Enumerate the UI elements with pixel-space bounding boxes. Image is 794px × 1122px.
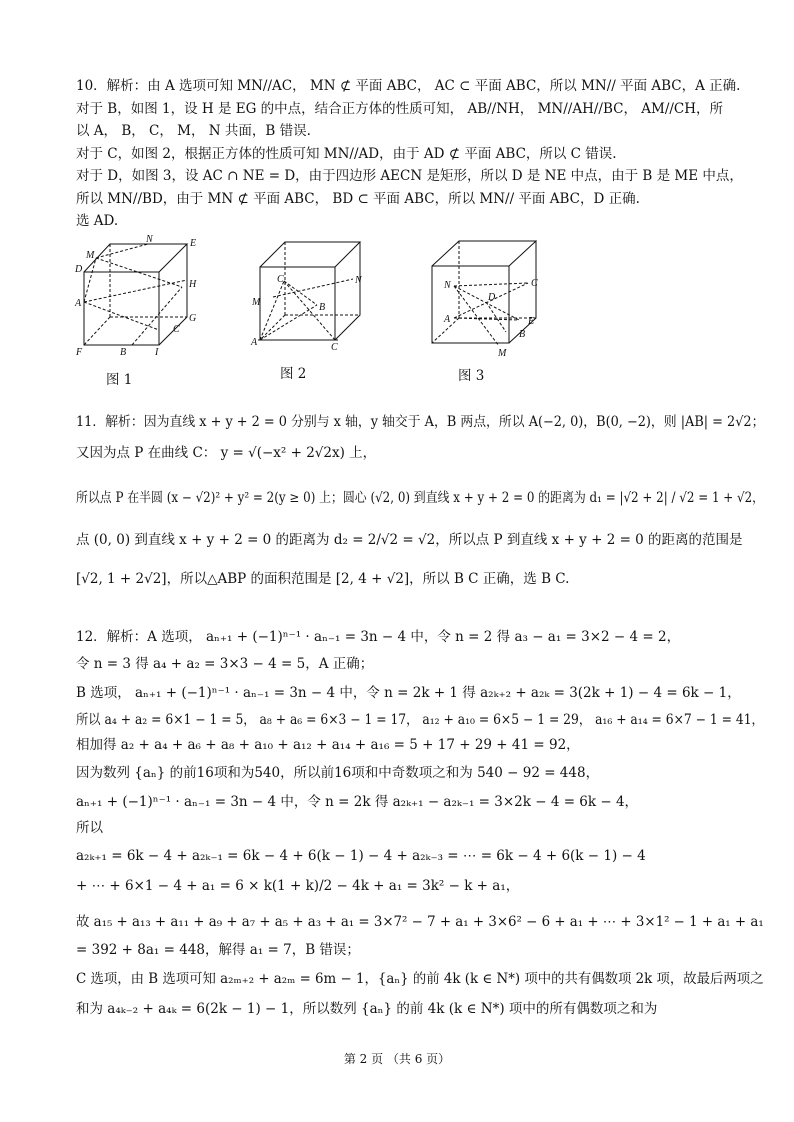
fig2-label-b: B	[319, 302, 326, 313]
figure-1-caption: 图 1	[106, 372, 133, 388]
q10-line-4: 对于 C，如图 2，根据正方体的性质可知 MN//AD，由于 AD ⊄ 平面 ABC，所以 C 错误.	[76, 146, 617, 162]
fig3-label-c: C	[531, 278, 538, 289]
q11-line-4: 点 (0, 0) 到直线 x + y + 2 = 0 的距离为 d₂ = 2/√2 = √2，所以点 P 到直线 x + y + 2 = 0 的距离的范围是	[76, 532, 743, 548]
q10-line-6: 所以 MN//BD，由于 MN ⊄ 平面 ABC， BD ⊂ 平面 ABC，所以 MN// 平面 ABC，D 正确.	[76, 191, 640, 207]
q12-line-3: B 选项， aₙ₊₁ + (−1)ⁿ⁻¹ · aₙ₋₁ = 3n − 4 中，令 n = 2k + 1 得 a₂ₖ₊₂ + a₂ₖ = 3(2k + 1) − 4 = 6k − 1，	[76, 685, 741, 701]
fig3-label-a: A	[444, 314, 451, 325]
q12-line-9: a₂ₖ₊₁ = 6k − 4 + a₂ₖ₋₁ = 6k − 4 + 6(k − 1) − 4 + a₂ₖ₋₃ = ⋯ = 6k − 4 + 6(k − 1) − 4	[76, 848, 646, 864]
q12-line-5: 相加得 a₂ + a₄ + a₆ + a₈ + a₁₀ + a₁₂ + a₁₄ + a₁₆ = 5 + 17 + 29 + 41 = 92，	[76, 737, 580, 753]
figure-1-cube	[72, 232, 212, 362]
figure-2-caption: 图 2	[280, 366, 307, 382]
q11-line-5: [√2, 1 + 2√2]，所以△ABP 的面积范围是 [2, 4 + √2]，所以 B C 正确，选 B C.	[76, 571, 570, 587]
fig1-label-b: B	[120, 347, 127, 358]
page-footer: 第 2 页 （共 6 页）	[343, 1052, 451, 1066]
fig2-label-m: M	[252, 297, 261, 308]
fig1-label-c: C	[173, 324, 180, 335]
fig1-label-e: E	[190, 238, 197, 249]
fig2-label-a: A	[251, 337, 258, 348]
q10-line-5: 对于 D，如图 3，设 AC ∩ NE = D，由于四边形 AECN 是矩形，所以 D 是 NE 中点，由于 B 是 ME 中点，	[76, 168, 743, 184]
q10-line-7: 选 AD.	[76, 213, 119, 229]
fig1-label-h: H	[189, 279, 197, 290]
q10-line-3: 以 A， B， C， M， N 共面，B 错误.	[76, 123, 311, 139]
q11-line-2: 又因为点 P 在曲线 C： y = √(−x² + 2√2x) 上，	[76, 445, 377, 461]
fig1-label-i: I	[155, 347, 159, 358]
figure-3-caption: 图 3	[458, 368, 485, 384]
q12-line-6: 因为数列 {aₙ} 的前16项和为540，所以前16项和中奇数项之和为 540 − 92 = 448，	[76, 765, 600, 781]
fig2-label-c-bottom: C	[331, 342, 338, 352]
fig3-label-e: E	[528, 316, 535, 327]
q12-line-12: = 392 + 8a₁ = 448，解得 a₁ = 7，B 错误；	[76, 942, 360, 958]
q12-line-13: C 选项，由 B 选项可知 a₂ₘ₊₂ + a₂ₘ = 6m − 1，{aₙ} 的前 4k (k ∈ N*) 项中的共有偶数项 2k 项，故最后两项之	[76, 971, 764, 987]
q12-line-4: 所以 a₄ + a₂ = 6×1 − 1 = 5， a₈ + a₆ = 6×3 − 1 = 17， a₁₂ + a₁₀ = 6×5 − 1 = 29， a₁₆ + a₁₄ = 6×7 − 1 = 41，	[76, 712, 764, 728]
figure-2-cube	[248, 237, 368, 352]
q11-line-3: 所以点 P 在半圆 (x − √2)² + y² = 2(y ≥ 0) 上；圆心 (√2, 0) 到直线 x + y + 2 = 0 的距离为 d₁ = |√2 + 2| / √2 = 1 + √2，	[76, 490, 765, 506]
q12-line-14: 和为 a₄ₖ₋₂ + a₄ₖ = 6(2k − 1) − 1，所以数列 {aₙ} 的前 4k (k ∈ N*) 项中的所有偶数项之和为	[76, 1001, 658, 1017]
q12-line-11: 故 a₁₅ + a₁₃ + a₁₁ + a₉ + a₇ + a₅ + a₃ + a₁ = 3×7² − 7 + a₁ + 3×6² − 6 + a₁ + ⋯ + 3×1² − 1 + a₁ + a₁	[76, 914, 764, 930]
fig3-label-m: M	[498, 348, 507, 359]
fig1-label-m: M	[86, 250, 95, 261]
fig1-label-a: A	[75, 298, 82, 309]
fig3-label-b: B	[519, 329, 526, 340]
fig2-label-c-top: C	[277, 274, 284, 285]
q10-line-2: 对于 B，如图 1，设 H 是 EG 的中点，结合正方体的性质可知， AB//NH， MN//AH//BC， AM//CH，所	[76, 101, 724, 117]
fig2-label-n: N	[355, 275, 362, 286]
fig3-label-n: N	[444, 280, 451, 291]
fig1-label-n: N	[146, 234, 153, 245]
figure-3-cube	[424, 238, 554, 360]
q12-line-8: 所以	[76, 820, 103, 836]
q12-line-1: 12．解析：A 选项， aₙ₊₁ + (−1)ⁿ⁻¹ · aₙ₋₁ = 3n − 4 中，令 n = 2 得 a₃ − a₁ = 3×2 − 4 = 2，	[76, 629, 681, 645]
fig1-label-d: D	[75, 264, 83, 275]
q12-line-2: 令 n = 3 得 a₄ + a₂ = 3×3 − 4 = 5，A 正确；	[76, 656, 374, 672]
q12-line-7: aₙ₊₁ + (−1)ⁿ⁻¹ · aₙ₋₁ = 3n − 4 中，令 n = 2k 得 a₂ₖ₊₁ − a₂ₖ₋₁ = 3×2k − 4 = 6k − 4，	[76, 794, 639, 810]
q10-line-1: 10．解析：由 A 选项可知 MN//AC， MN ⊄ 平面 ABC， AC ⊂ 平面 ABC，所以 MN// 平面 ABC，A 正确.	[76, 78, 741, 94]
q12-line-10: + ⋯ + 6×1 − 4 + a₁ = 6 × k(1 + k)/2 − 4k + a₁ = 3k² − k + a₁，	[76, 878, 520, 894]
q11-line-1: 11．解析：因为直线 x + y + 2 = 0 分别与 x 轴，y 轴交于 A，B 两点，所以 A(−2, 0)，B(0, −2)，则 |AB| = 2√2；	[76, 414, 765, 430]
fig3-label-d: D	[488, 292, 496, 303]
fig1-label-f: F	[76, 347, 83, 358]
fig1-label-g: G	[189, 313, 197, 324]
